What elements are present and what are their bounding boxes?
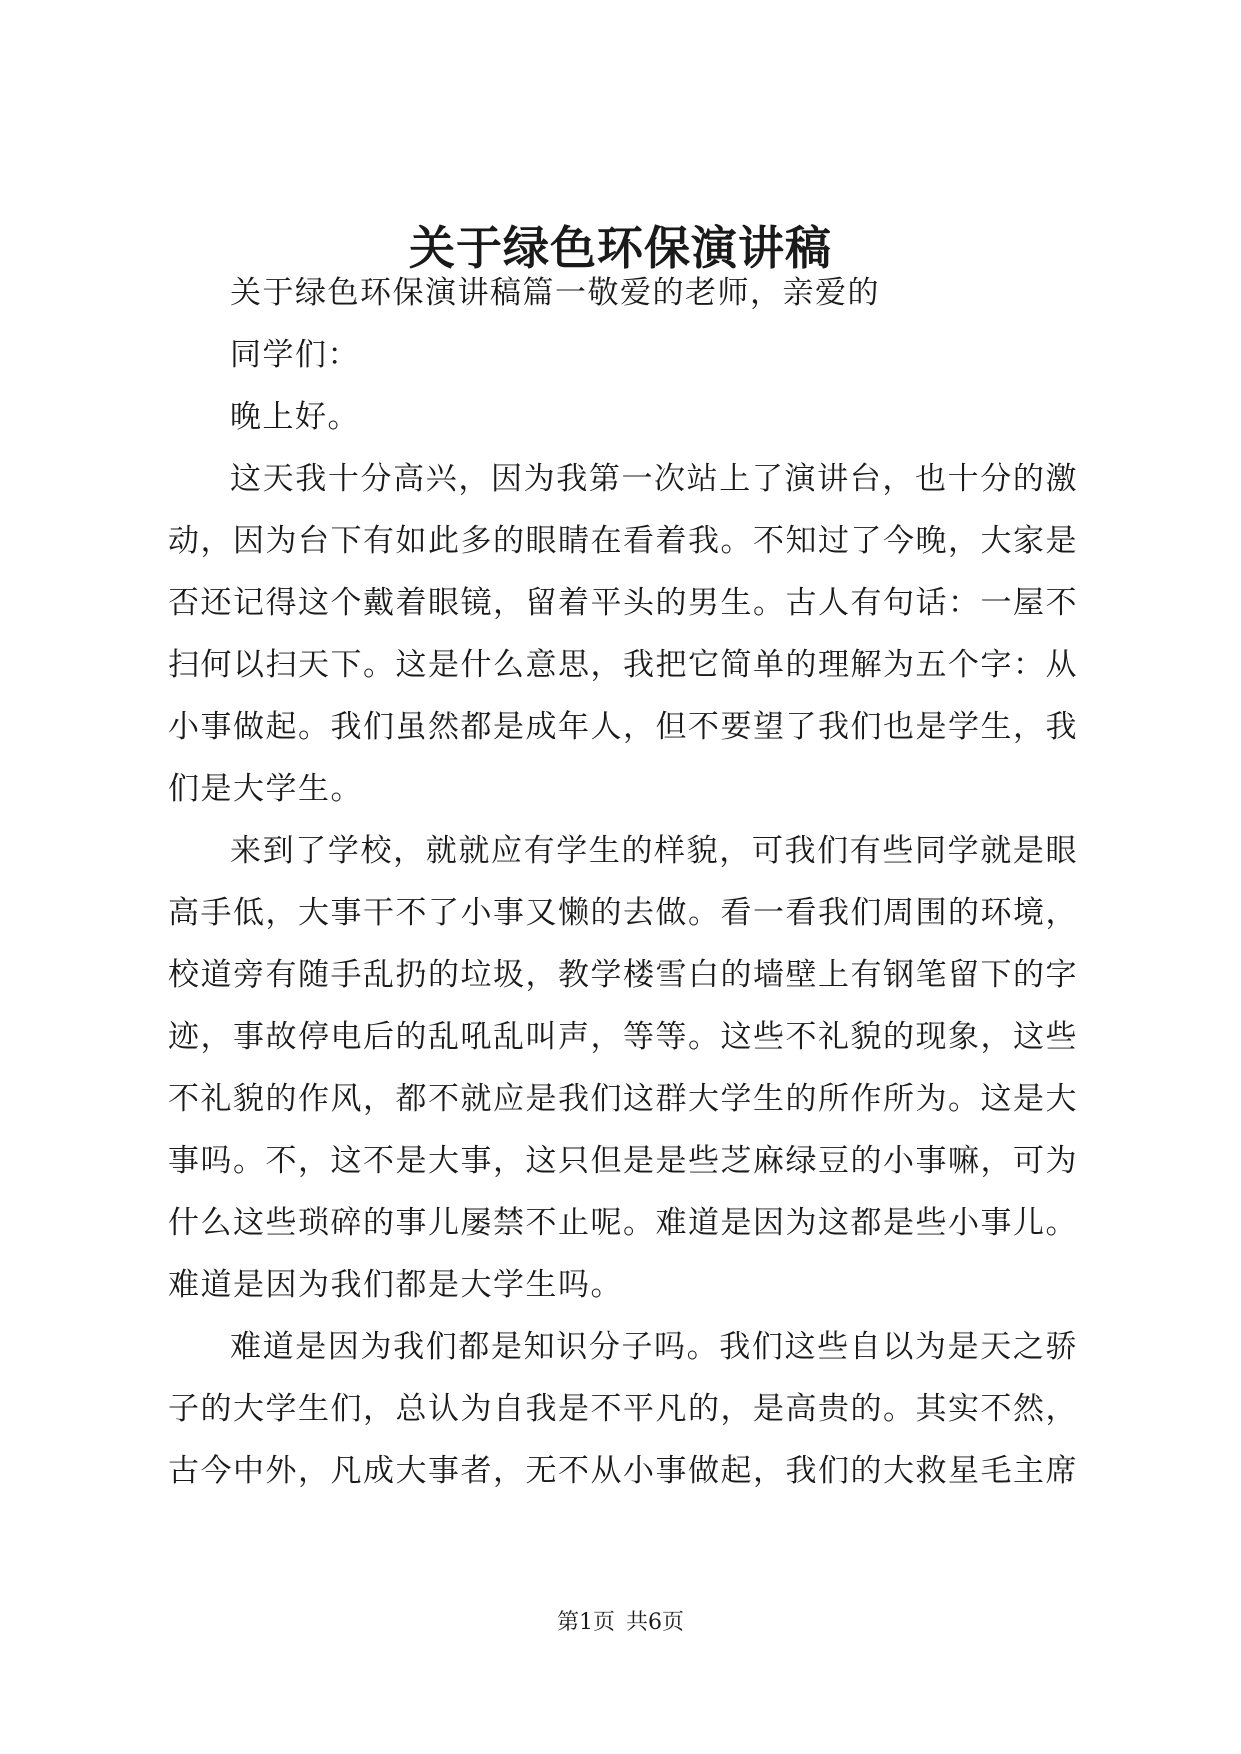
page-number: 第1页 [557,1610,615,1635]
paragraph-1: 关于绿色环保演讲稿篇一敬爱的老师，亲爱的 [230,275,880,311]
document-body [168,262,1078,1502]
paragraph-5: 来到了学校，就就应有学生的样貌，可我们有些同学就是眼高手低，大事干不了小事又懒的去做。看一看我们周围的环境，校道旁有随手乱扔的垃圾，教学楼雪白的墙壁上有钢笔留下的字迹，事故停电后的乱吼乱叫声，等等。这些不礼貌的现象，这些不礼貌的作风，都不就应是我们这群大学生的所作所为。这是大事吗。不，这不是大事，这只但是是些芝麻绿豆的小事嘛，可为什么这些琐碎的事儿屡禁不止呢。难道是因为这都是些小事儿。难道是因为我们都是大学生吗。 [168,833,1078,1303]
document-title: 关于绿色环保演讲稿 [409,221,832,275]
paragraph-3: 晚上好。 [230,399,360,435]
paragraph-6: 难道是因为我们都是知识分子吗。我们这些自以为是天之骄子的大学生们，总认为自我是不平凡的，是高贵的。其实不然，古今中外，凡成大事者，无不从小事做起，我们的大救星毛主席 [168,1329,1078,1489]
paragraph-4: 这天我十分高兴，因为我第一次站上了演讲台，也十分的激动，因为台下有如此多的眼睛在看着我。不知过了今晚，大家是否还记得这个戴着眼镜，留着平头的男生。古人有句话：一屋不扫何以扫天下。这是什么意思，我把它简单的理解为五个字：从小事做起。我们虽然都是成年人，但不要望了我们也是学生，我们是大学生。 [168,461,1078,807]
page-total: 共6页 [626,1610,684,1635]
paragraph-2: 同学们： [230,337,360,373]
page-footer [0,1608,1241,1638]
